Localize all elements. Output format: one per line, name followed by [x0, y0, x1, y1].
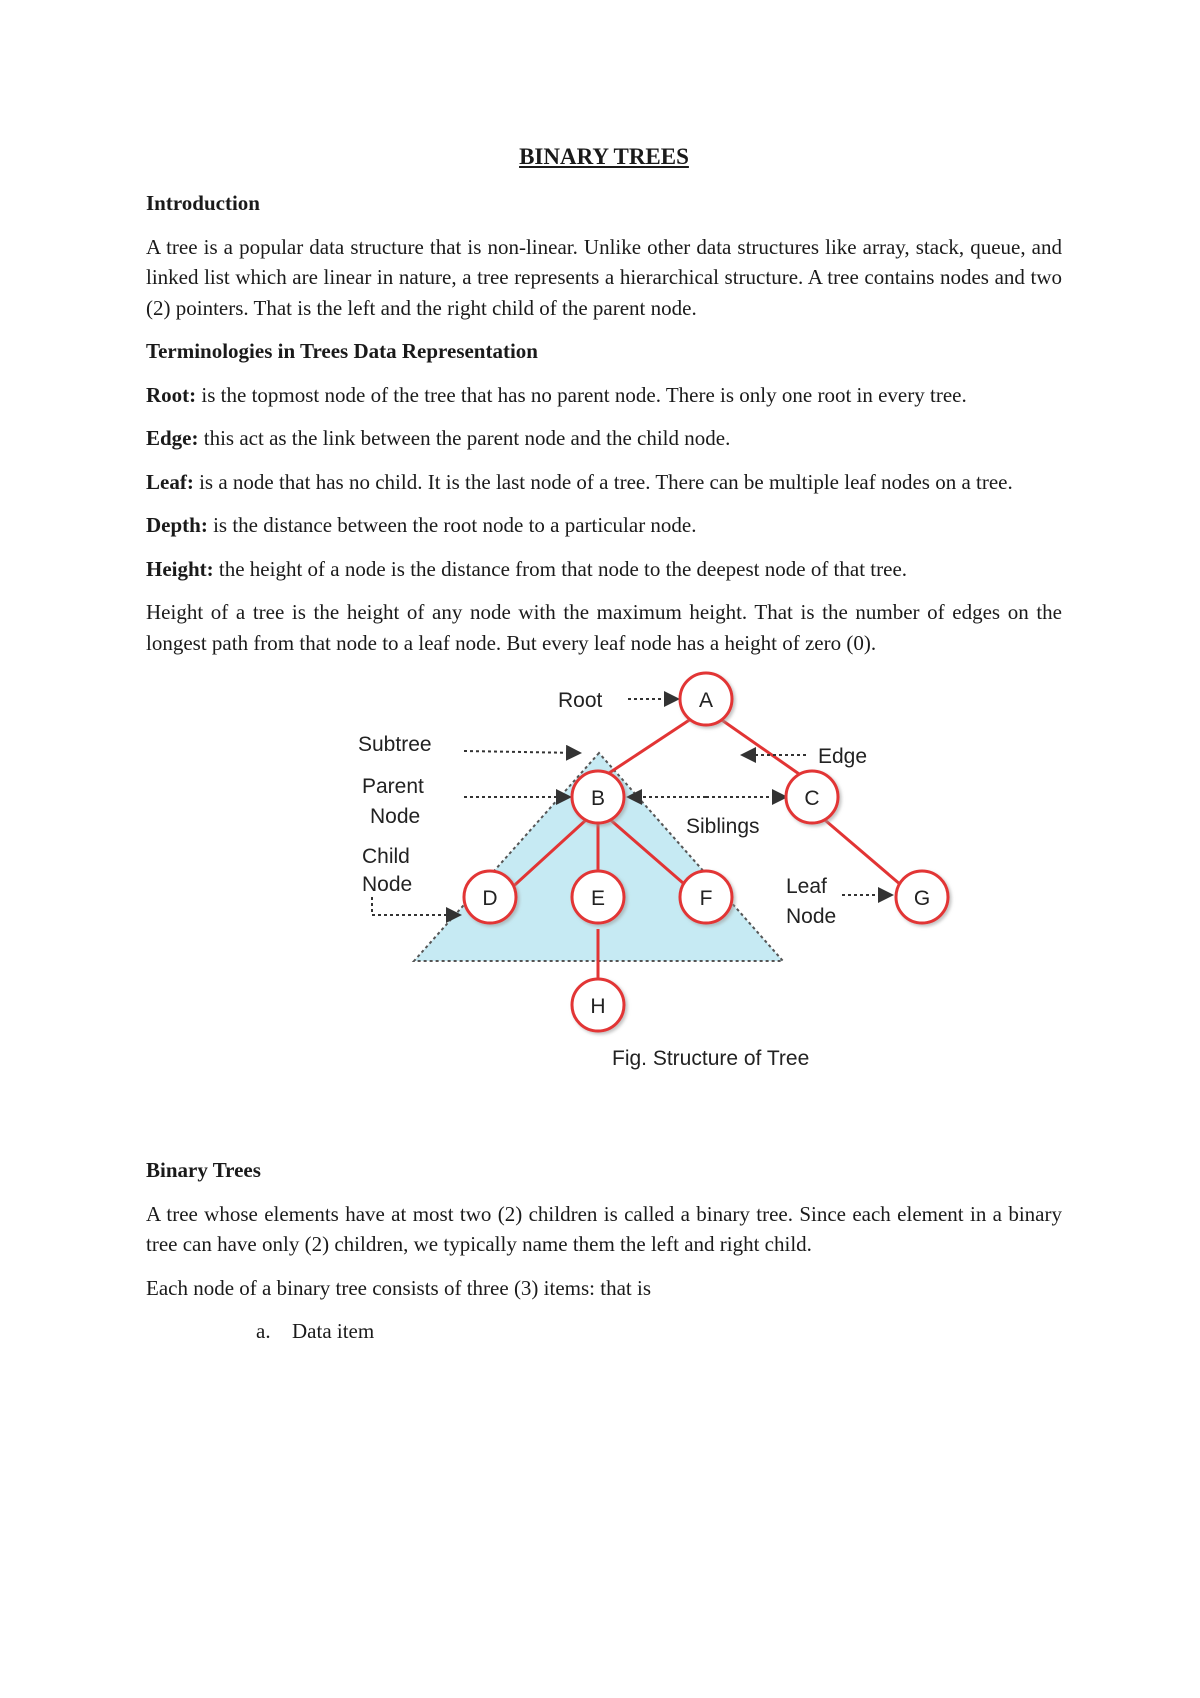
node-f [680, 871, 732, 923]
term-definition: the height of a node is the distance from that node to the deepest node of that tree. [213, 556, 908, 581]
binary-heading: Binary Trees [146, 1158, 261, 1182]
child-label-line2: Node [362, 873, 413, 896]
edge-label: Edge [818, 745, 868, 768]
node-a [680, 673, 732, 725]
subtree-arrow [464, 751, 580, 753]
node-label: F [699, 887, 713, 910]
node-label: D [482, 887, 498, 910]
list-item-text: Data item [292, 1319, 375, 1343]
node-label: C [804, 787, 820, 810]
node-g [896, 871, 948, 923]
root-label: Root [558, 689, 603, 712]
term-label: Edge: [146, 426, 199, 450]
node-label: H [590, 995, 606, 1018]
term-depth [146, 510, 1062, 541]
node-e [572, 871, 624, 923]
term-label: Root: [146, 382, 197, 407]
list-marker: a. [256, 1319, 271, 1343]
binary-paragraph: A tree whose elements have at most two (2) children is called a binary tree. Since each element in a binary tree can have only (2) children, we typically name them the left and right child. [146, 1201, 1062, 1256]
term-definition: is the distance between the root node to a particular node. [207, 513, 697, 537]
node-label: E [590, 887, 606, 910]
node-d [464, 871, 516, 923]
term-label: Depth: [146, 513, 208, 537]
child-label-line1: Child [362, 845, 410, 868]
node-label: B [590, 787, 606, 810]
figure-caption: Fig. Structure of Tree [612, 1047, 810, 1070]
term-leaf [146, 467, 1062, 498]
term-label: Leaf: [146, 469, 194, 494]
intro-heading: Introduction [146, 191, 260, 215]
items-intro: Each node of a binary tree consists of three (3) items: that is [146, 1275, 652, 1300]
tree-diagram [146, 671, 1062, 1131]
intro-paragraph: A tree is a popular data structure that is non-linear. Unlike other data structures like array, stack, queue, and linked list which are linear in nature, a tree represents a hierarchical structure. A tree contains nodes and two (2) pointers. That is the left and the right child of the parent node. [146, 234, 1062, 320]
document-page [146, 142, 1062, 1347]
term-definition: is the topmost node of the tree that has no parent node. There is only one root in every tree. [196, 382, 967, 407]
node-label: A [698, 689, 714, 712]
terminology-heading: Terminologies in Trees Data Representation [146, 339, 538, 363]
term-edge [146, 423, 1062, 454]
term-definition: is a node that has no child. It is the last node of a tree. There can be multiple leaf nodes on a tree. [193, 469, 1013, 494]
parent-label-line2: Node [370, 805, 421, 828]
subtree-label: Subtree [358, 733, 432, 756]
node-c [786, 771, 838, 823]
leaf-label-line1: Leaf [786, 875, 827, 898]
leaf-label-line2: Node [786, 905, 837, 928]
term-root [146, 380, 1062, 411]
parent-label-line1: Parent [362, 775, 424, 798]
document-title: BINARY TREES [519, 144, 689, 169]
node-b [572, 771, 624, 823]
list-item [256, 1316, 1062, 1347]
siblings-label: Siblings [686, 815, 760, 838]
term-label: Height: [146, 556, 214, 581]
tree-structure-figure [146, 671, 1062, 1131]
term-height [146, 554, 1062, 585]
height-paragraph: Height of a tree is the height of any node with the maximum height. That is the number of edges on the longest path from that node to a leaf node. But every leaf node has a height of zero (0). [146, 600, 1062, 655]
node-h [572, 979, 624, 1031]
child-arrow [372, 897, 460, 915]
node-label: G [913, 887, 931, 910]
term-definition: this act as the link between the parent node and the child node. [198, 426, 731, 450]
